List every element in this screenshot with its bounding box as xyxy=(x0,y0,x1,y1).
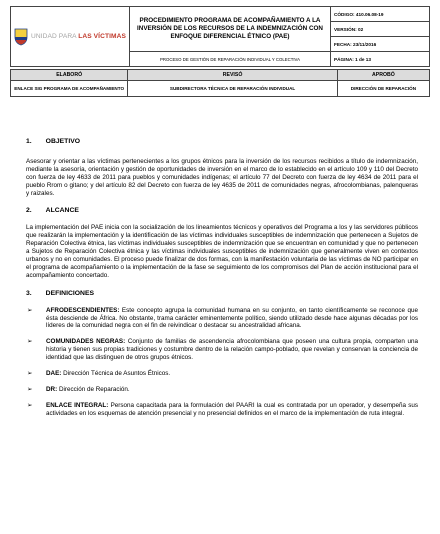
elaboro-value: ENLACE SIG PROGRAMA DE ACOMPAÑAMIENTO xyxy=(11,81,128,97)
definition-term: AFRODESCENDIENTES: xyxy=(46,306,120,314)
logo-text: UNIDAD PARA LAS VÍCTIMAS xyxy=(31,33,126,40)
arrow-bullet-icon: ➢ xyxy=(27,401,33,409)
process-name: PROCESO DE GESTIÓN DE REPARACIÓN INDIVIDUAL Y COLECTIVA xyxy=(129,52,330,67)
document-date: FECHA: 23/11/2016 xyxy=(331,37,430,52)
section-alcance-text: La implementación del PAE inicia con la socialización de los lineamientos técnicos y operativos del Programa a los y las servidores públicos que realizarán la implementación y la identificación de las víctimas individuales susceptibles de indemnización que pertenecen a Sujetos de Reparación Colectiva étnica, las víctimas individuales susceptibles de indemnización que se encuentran en comunidad y que no pertenecen a Sujetos de Reparación Colectiva étnica y las víctimas individuales susceptibles de indemnización que generalmente viven en contextos urbanos y no en comunidades. El proceso puede finalizar de dos formas, con la manifestación voluntaria de las víctimas de NO participar en el programa de acompañamiento o la implementación de la fase se seguimiento de los compromisos del Plan de acción institucional para el acompañamiento concertado. xyxy=(26,224,418,279)
definition-text: Este concepto agrupa la comunidad humana en su conjunto, en tanto científicamente se reconoce que ésta desciende de África. No obstante, trama carácter eminentemente político, siendo utilizado desde hace algunas décadas por los líderes de la comunidad negra con el fin de reivindicar o destacar su ancestralidad africana. xyxy=(46,306,418,330)
document-body xyxy=(26,138,418,418)
definition-item xyxy=(26,338,418,362)
arrow-bullet-icon: ➢ xyxy=(27,338,33,346)
definition-text: Dirección Técnica de Asuntos Étnicos. xyxy=(61,370,171,378)
definitions-list xyxy=(26,307,418,418)
definition-term: DAE: xyxy=(46,370,62,378)
logo-cell xyxy=(11,7,130,67)
section-objetivo-text: Asesorar y orientar a las víctimas pertenecientes a los grupos étnicos para la inversión de los recursos recibidos a título de indemnización, mediante la asesoría, orientación y gestión de oportunidades de inversión en el marco de lo establecido en el artículo 109 y 110 del Decreto con fuerza de ley 4633 de 2011 para pueblos y comunidades indígenas; el artículo 77 del Decreto con fuerza de ley 4634 de 2011 para el pueblo Rrom o gitano; y del artículo 82 del Decreto con fuerza de ley 4635 de 2011 de comunidades negras, afrocolombianas, palenqueras y raizales. xyxy=(26,157,418,197)
section-alcance-heading: 2. ALCANCE xyxy=(26,207,79,215)
definition-text: Conjunto de familias de ascendencia afrocolombiana que poseen una cultura propia, comparten una historia y tienen sus propias tradiciones y costumbre dentro de la relación campo-poblado, que revelan y conservan la conciencia de identidad que las distinguen de otros grupos étnicos. xyxy=(46,338,418,362)
unidad-victimas-logo xyxy=(14,28,126,46)
reviso-value: SUBDIRECTORA TÉCNICA DE REPARACIÓN INDIVIDUAL xyxy=(128,81,338,97)
aprobo-value: DIRECCIÓN DE REPARACIÓN xyxy=(337,81,429,97)
aprobo-header: APROBÓ xyxy=(337,70,429,81)
definition-text: Persona capacitada para la formulación del PAARI la cual es contratada por un operador, y desempeña sus actividades en los esquemas de atención presencial y no presencial definidos en el marco de la implementación de ruta integral. xyxy=(46,401,418,417)
approval-table xyxy=(10,69,430,97)
definition-term: ENLACE INTEGRAL: xyxy=(46,401,109,409)
section-objetivo-heading: 1. OBJETIVO xyxy=(26,138,81,145)
definition-item xyxy=(26,307,418,331)
document-title: PROCEDIMIENTO PROGRAMA DE ACOMPAÑAMIENTO A LA INVERSIÓN DE LOS RECURSOS DE LA INDEMNIZACIÓN CON ENFOQUE DIFERENCIAL ÉTNICO (PAE) xyxy=(129,7,330,52)
definition-item xyxy=(26,370,418,378)
document-header-table xyxy=(10,6,430,67)
elaboro-header: ELABORÓ xyxy=(11,70,128,81)
definition-term: COMUNIDADES NEGRAS: xyxy=(46,338,126,346)
arrow-bullet-icon: ➢ xyxy=(27,306,33,314)
arrow-bullet-icon: ➢ xyxy=(27,385,33,393)
colombia-shield-icon xyxy=(14,28,28,46)
definition-item xyxy=(26,386,418,394)
definition-term: DR: xyxy=(46,385,58,393)
section-definiciones-heading: 3. DEFINICIONES xyxy=(26,289,95,297)
document-version: VERSIÓN: 02 xyxy=(331,22,430,37)
definition-text: Dirección de Reparación. xyxy=(57,385,130,393)
reviso-header: REVISÓ xyxy=(128,70,338,81)
arrow-bullet-icon: ➢ xyxy=(27,370,33,378)
definition-item xyxy=(26,402,418,418)
page-number: PÁGINA: 1 de 13 xyxy=(331,52,430,67)
document-code: CÓDIGO: 410.06.08-19 xyxy=(331,7,430,22)
